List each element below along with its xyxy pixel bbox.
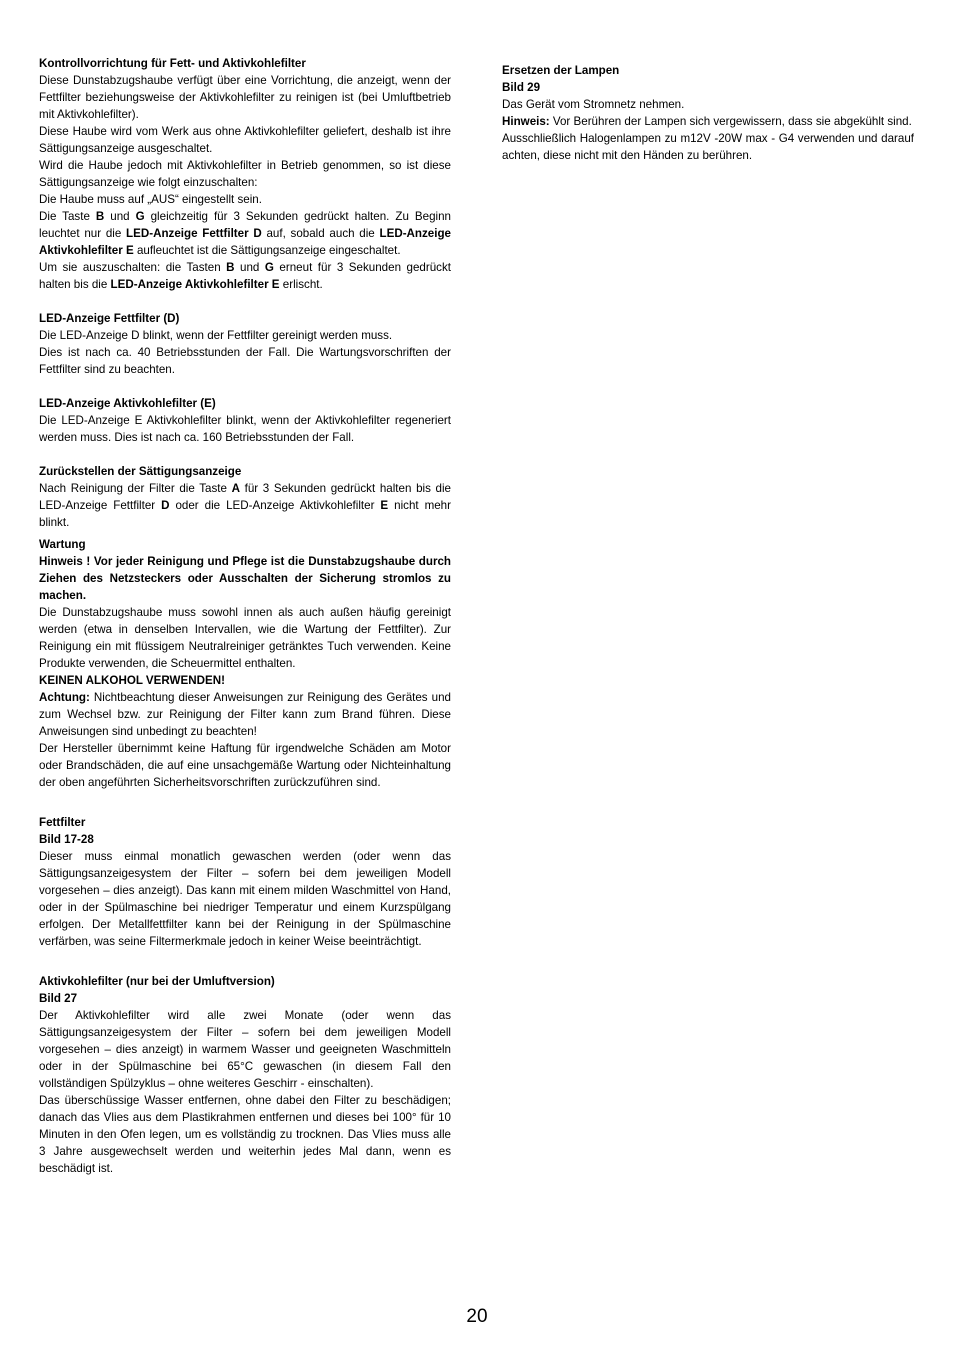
paragraph: Dieser muss einmal monatlich gewaschen werden (oder wenn das Sättigungsanzeigesystem der Filter – sofern bei dem jeweiligen Modell vorgesehen – dies anzeigt). Das kann mit einem milden Waschmittel von Hand, oder in der Spülmaschine bei niedriger Temperatur und einem Kurzspülgang erfolgen. Der Metallfettfilter kann bei der Reinigung in der Spülmaschine verfärben, was seine Filtermerkmale jedoch in keiner Weise beeinträchtigt. bbox=[39, 850, 451, 948]
key-g-label: G bbox=[135, 210, 145, 223]
section-title: Kontrollvorrichtung für Fett- und Aktivkohlefilter bbox=[39, 57, 306, 70]
paragraph: Die Haube muss auf „AUS“ eingestellt sein. bbox=[39, 193, 262, 206]
paragraph: Diese Haube wird vom Werk aus ohne Aktivkohlefilter geliefert, deshalb ist ihre Sättigungsanzeige ausgeschaltet. bbox=[39, 125, 451, 155]
paragraph: Ausschließlich Halogenlampen zu m12V -20W max - G4 verwenden und darauf achten, diese nicht mit den Händen zu berühren. bbox=[502, 132, 914, 162]
section-led-carbon-filter bbox=[39, 395, 451, 446]
paragraph: Nach Reinigung der Filter die Taste A für 3 Sekunden gedrückt halten bis die LED-Anzeige Fettfilter D oder die LED-Anzeige Aktivkohlefilter E nicht mehr blinkt. bbox=[39, 482, 451, 529]
attention-label: Achtung: bbox=[39, 691, 90, 704]
section-maintenance bbox=[39, 536, 451, 791]
right-column bbox=[502, 62, 914, 164]
led-d-label: LED-Anzeige Fettfilter D bbox=[126, 227, 262, 240]
paragraph: Das überschüssige Wasser entfernen, ohne dabei den Filter zu beschädigen; danach das Vlies aus dem Plastikrahmen entfernen und dieses bei 100° für 10 Minuten in den Ofen legen, um es vollständig zu trocknen. Das Vlies muss alle 3 Jahre ausgewechselt werden und weiterhin jedes Mal dann, wenn es beschädigt ist. bbox=[39, 1094, 451, 1175]
paragraph: Hinweis: Vor Berühren der Lampen sich vergewissern, dass sie abgekühlt sind. bbox=[502, 115, 912, 128]
paragraph: Das Gerät vom Stromnetz nehmen. bbox=[502, 98, 685, 111]
paragraph: Die LED-Anzeige E Aktivkohlefilter blinkt, wenn der Aktivkohlefilter regeneriert werden muss. Dies ist nach ca. 160 Betriebsstunden der Fall. bbox=[39, 414, 451, 444]
led-e-label: E bbox=[380, 499, 389, 512]
section-saturation-control bbox=[39, 55, 451, 293]
note-label: Hinweis: bbox=[502, 115, 550, 128]
section-title: Fettfilter bbox=[39, 816, 86, 829]
figure-reference: Bild 27 bbox=[39, 992, 78, 1005]
paragraph: Diese Dunstabzugshaube verfügt über eine Vorrichtung, die anzeigt, wenn der Fettfilter beziehungsweise der Aktivkohlefilter zu reinigen ist (bei Umluftbetrieb mit Aktivkohlefilter). bbox=[39, 74, 451, 121]
paragraph: Achtung: Nichtbeachtung dieser Anweisungen zur Reinigung des Gerätes und zum Wechsel bzw. zur Reinigung der Filter kann zum Brand führen. Diese Anweisungen sind unbedingt zu beachten! bbox=[39, 691, 451, 738]
figure-reference: Bild 17-28 bbox=[39, 833, 94, 846]
paragraph: Die Dunstabzugshaube muss sowohl innen als auch außen häufig gereinigt werden (etwa in denselben Intervallen, wie die Wartung der Fettfilter). Zur Reinigung ein mit flüssigem Neutralreiniger getränktes Tuch verwenden. Keine Produkte verwenden, die Scheuermittel enthalten. bbox=[39, 606, 451, 670]
paragraph: Wird die Haube jedoch mit Aktivkohlefilter in Betrieb genommen, so ist diese Sättigungsanzeige wie folgt einzuschalten: bbox=[39, 159, 451, 189]
key-b-label: B bbox=[226, 261, 235, 274]
section-title: Aktivkohlefilter (nur bei der Umluftversion) bbox=[39, 975, 275, 988]
left-column bbox=[39, 55, 451, 1177]
led-d-label: D bbox=[161, 499, 170, 512]
paragraph: Dies ist nach ca. 40 Betriebsstunden der Fall. Die Wartungsvorschriften der Fettfilter sind zu beachten. bbox=[39, 346, 451, 376]
page-number: 20 bbox=[466, 1306, 488, 1327]
section-carbon-filter bbox=[39, 973, 451, 1177]
section-title: LED-Anzeige Fettfilter (D) bbox=[39, 312, 180, 325]
key-g-label: G bbox=[264, 261, 274, 274]
safety-warning: Hinweis ! Vor jeder Reinigung und Pflege ist die Dunstabzugshaube durch Ziehen des Netzsteckers oder Ausschalten der Sicherung stromlos zu machen. bbox=[39, 555, 451, 602]
section-title: LED-Anzeige Aktivkohlefilter (E) bbox=[39, 397, 216, 410]
section-grease-filter bbox=[39, 814, 451, 950]
section-led-grease-filter bbox=[39, 310, 451, 378]
paragraph: Der Hersteller übernimmt keine Haftung für irgendwelche Schäden am Motor oder Brandschäden, die auf eine unsachgemäße Wartung oder Nichteinhaltung der oben angeführten Sicherheitsvorschriften zurückzuführen sind. bbox=[39, 742, 451, 789]
section-reset-saturation bbox=[39, 463, 451, 531]
figure-reference: Bild 29 bbox=[502, 81, 541, 94]
led-e-label: LED-Anzeige Aktivkohlefilter E bbox=[110, 278, 280, 291]
paragraph: Um sie auszuschalten: die Tasten B und G erneut für 3 Sekunden gedrückt halten bis die LED-Anzeige Aktivkohlefilter E erlischt. bbox=[39, 261, 451, 291]
paragraph: Die LED-Anzeige D blinkt, wenn der Fettfilter gereinigt werden muss. bbox=[39, 329, 393, 342]
no-alcohol-warning: KEINEN ALKOHOL VERWENDEN! bbox=[39, 674, 225, 687]
section-replace-lamps bbox=[502, 62, 914, 164]
section-title: Wartung bbox=[39, 538, 86, 551]
led-e-label: LED-Anzeige Aktivkohlefilter E bbox=[39, 227, 451, 257]
paragraph: Die Taste B und G gleichzeitig für 3 Sekunden gedrückt halten. Zu Beginn leuchtet nur die LED-Anzeige Fettfilter D auf, sobald auch die LED-Anzeige Aktivkohlefilter E aufleuchtet ist die Sättigungsanzeige eingeschaltet. bbox=[39, 210, 451, 257]
section-title: Zurückstellen der Sättigungsanzeige bbox=[39, 465, 242, 478]
section-title: Ersetzen der Lampen bbox=[502, 64, 620, 77]
paragraph: Der Aktivkohlefilter wird alle zwei Monate (oder wenn das Sättigungsanzeigesystem der Filter – sofern bei dem jeweiligen Modell vorgesehen – dies anzeigt) in warmem Wasser und geeigneten Waschmitteln oder in der Spülmaschine bei 65°C gewaschen (in diesem Fall den vollständigen Spülzyklus – ohne weiteres Geschirr - einschalten). bbox=[39, 1009, 451, 1090]
key-b-label: B bbox=[95, 210, 105, 223]
key-a-label: A bbox=[231, 482, 240, 495]
